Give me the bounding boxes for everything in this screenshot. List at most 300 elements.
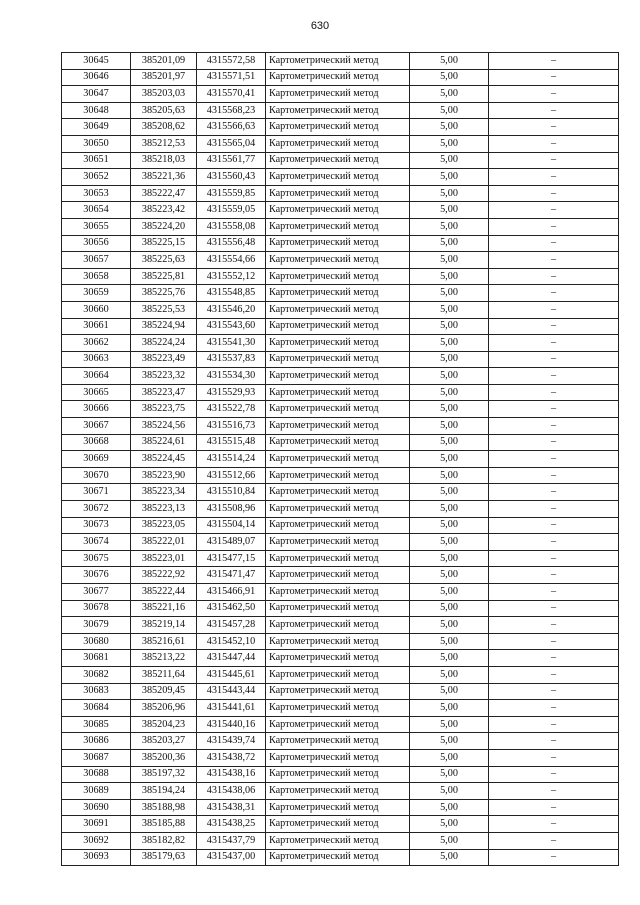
- accuracy-cell: 5,00: [410, 285, 489, 302]
- accuracy-cell: 5,00: [410, 169, 489, 186]
- y-coordinate-cell: 4315438,31: [197, 799, 266, 816]
- table-row: [62, 534, 619, 551]
- point-number-cell: 30672: [62, 501, 131, 518]
- accuracy-cell: 5,00: [410, 799, 489, 816]
- table-row: [62, 783, 619, 800]
- y-coordinate-cell: 4315477,15: [197, 550, 266, 567]
- y-coordinate-cell: 4315440,16: [197, 716, 266, 733]
- accuracy-cell: 5,00: [410, 318, 489, 335]
- y-coordinate-cell: 4315546,20: [197, 301, 266, 318]
- y-coordinate-cell: 4315556,48: [197, 235, 266, 252]
- x-coordinate-cell: 385204,23: [131, 716, 197, 733]
- method-cell: Картометрический метод: [266, 766, 410, 783]
- accuracy-cell: 5,00: [410, 666, 489, 683]
- method-cell: Картометрический метод: [266, 534, 410, 551]
- method-cell: Картометрический метод: [266, 683, 410, 700]
- accuracy-cell: 5,00: [410, 650, 489, 667]
- coordinates-table: [61, 52, 619, 866]
- note-cell: –: [489, 567, 619, 584]
- note-cell: –: [489, 301, 619, 318]
- table-row: [62, 517, 619, 534]
- table-row: [62, 53, 619, 70]
- method-cell: Картометрический метод: [266, 584, 410, 601]
- point-number-cell: 30675: [62, 550, 131, 567]
- note-cell: –: [489, 185, 619, 202]
- point-number-cell: 30657: [62, 252, 131, 269]
- point-number-cell: 30666: [62, 401, 131, 418]
- point-number-cell: 30661: [62, 318, 131, 335]
- note-cell: –: [489, 119, 619, 136]
- y-coordinate-cell: 4315514,24: [197, 451, 266, 468]
- table-row: [62, 418, 619, 435]
- y-coordinate-cell: 4315510,84: [197, 484, 266, 501]
- accuracy-cell: 5,00: [410, 467, 489, 484]
- y-coordinate-cell: 4315489,07: [197, 534, 266, 551]
- note-cell: –: [489, 749, 619, 766]
- table-row: [62, 434, 619, 451]
- method-cell: Картометрический метод: [266, 501, 410, 518]
- x-coordinate-cell: 385222,92: [131, 567, 197, 584]
- x-coordinate-cell: 385224,24: [131, 335, 197, 352]
- y-coordinate-cell: 4315534,30: [197, 368, 266, 385]
- x-coordinate-cell: 385225,81: [131, 268, 197, 285]
- y-coordinate-cell: 4315466,91: [197, 584, 266, 601]
- method-cell: Картометрический метод: [266, 849, 410, 866]
- accuracy-cell: 5,00: [410, 550, 489, 567]
- method-cell: Картометрический метод: [266, 218, 410, 235]
- accuracy-cell: 5,00: [410, 816, 489, 833]
- table-row: [62, 335, 619, 352]
- method-cell: Картометрический метод: [266, 185, 410, 202]
- x-coordinate-cell: 385223,05: [131, 517, 197, 534]
- y-coordinate-cell: 4315471,47: [197, 567, 266, 584]
- table-row: [62, 849, 619, 866]
- table-row: [62, 749, 619, 766]
- point-number-cell: 30670: [62, 467, 131, 484]
- x-coordinate-cell: 385216,61: [131, 633, 197, 650]
- y-coordinate-cell: 4315462,50: [197, 600, 266, 617]
- point-number-cell: 30693: [62, 849, 131, 866]
- accuracy-cell: 5,00: [410, 783, 489, 800]
- note-cell: –: [489, 135, 619, 152]
- page-number: 630: [310, 20, 330, 32]
- accuracy-cell: 5,00: [410, 584, 489, 601]
- x-coordinate-cell: 385194,24: [131, 783, 197, 800]
- table-row: [62, 799, 619, 816]
- accuracy-cell: 5,00: [410, 716, 489, 733]
- x-coordinate-cell: 385203,03: [131, 86, 197, 103]
- point-number-cell: 30691: [62, 816, 131, 833]
- x-coordinate-cell: 385201,09: [131, 53, 197, 70]
- y-coordinate-cell: 4315541,30: [197, 335, 266, 352]
- x-coordinate-cell: 385225,76: [131, 285, 197, 302]
- note-cell: –: [489, 268, 619, 285]
- accuracy-cell: 5,00: [410, 451, 489, 468]
- point-number-cell: 30650: [62, 135, 131, 152]
- y-coordinate-cell: 4315561,77: [197, 152, 266, 169]
- note-cell: –: [489, 584, 619, 601]
- accuracy-cell: 5,00: [410, 749, 489, 766]
- x-coordinate-cell: 385223,42: [131, 202, 197, 219]
- method-cell: Картометрический метод: [266, 152, 410, 169]
- point-number-cell: 30680: [62, 633, 131, 650]
- note-cell: –: [489, 384, 619, 401]
- accuracy-cell: 5,00: [410, 86, 489, 103]
- x-coordinate-cell: 385223,13: [131, 501, 197, 518]
- y-coordinate-cell: 4315437,00: [197, 849, 266, 866]
- accuracy-cell: 5,00: [410, 69, 489, 86]
- x-coordinate-cell: 385224,56: [131, 418, 197, 435]
- x-coordinate-cell: 385185,88: [131, 816, 197, 833]
- method-cell: Картометрический метод: [266, 135, 410, 152]
- table-row: [62, 135, 619, 152]
- table-row: [62, 152, 619, 169]
- accuracy-cell: 5,00: [410, 119, 489, 136]
- x-coordinate-cell: 385223,01: [131, 550, 197, 567]
- accuracy-cell: 5,00: [410, 617, 489, 634]
- accuracy-cell: 5,00: [410, 733, 489, 750]
- table-row: [62, 202, 619, 219]
- x-coordinate-cell: 385179,63: [131, 849, 197, 866]
- x-coordinate-cell: 385225,15: [131, 235, 197, 252]
- y-coordinate-cell: 4315565,04: [197, 135, 266, 152]
- accuracy-cell: 5,00: [410, 418, 489, 435]
- y-coordinate-cell: 4315512,66: [197, 467, 266, 484]
- note-cell: –: [489, 700, 619, 717]
- y-coordinate-cell: 4315452,10: [197, 633, 266, 650]
- accuracy-cell: 5,00: [410, 384, 489, 401]
- x-coordinate-cell: 385221,36: [131, 169, 197, 186]
- table-row: [62, 683, 619, 700]
- note-cell: –: [489, 401, 619, 418]
- point-number-cell: 30654: [62, 202, 131, 219]
- y-coordinate-cell: 4315508,96: [197, 501, 266, 518]
- accuracy-cell: 5,00: [410, 218, 489, 235]
- point-number-cell: 30647: [62, 86, 131, 103]
- y-coordinate-cell: 4315537,83: [197, 351, 266, 368]
- table-row: [62, 301, 619, 318]
- y-coordinate-cell: 4315529,93: [197, 384, 266, 401]
- y-coordinate-cell: 4315554,66: [197, 252, 266, 269]
- point-number-cell: 30669: [62, 451, 131, 468]
- x-coordinate-cell: 385224,45: [131, 451, 197, 468]
- method-cell: Картометрический метод: [266, 69, 410, 86]
- method-cell: Картометрический метод: [266, 799, 410, 816]
- point-number-cell: 30689: [62, 783, 131, 800]
- x-coordinate-cell: 385203,27: [131, 733, 197, 750]
- accuracy-cell: 5,00: [410, 102, 489, 119]
- y-coordinate-cell: 4315438,72: [197, 749, 266, 766]
- point-number-cell: 30681: [62, 650, 131, 667]
- y-coordinate-cell: 4315439,74: [197, 733, 266, 750]
- point-number-cell: 30678: [62, 600, 131, 617]
- x-coordinate-cell: 385219,14: [131, 617, 197, 634]
- table-row: [62, 584, 619, 601]
- table-row: [62, 816, 619, 833]
- method-cell: Картометрический метод: [266, 617, 410, 634]
- y-coordinate-cell: 4315548,85: [197, 285, 266, 302]
- table-row: [62, 484, 619, 501]
- accuracy-cell: 5,00: [410, 268, 489, 285]
- x-coordinate-cell: 385224,94: [131, 318, 197, 335]
- point-number-cell: 30652: [62, 169, 131, 186]
- y-coordinate-cell: 4315516,73: [197, 418, 266, 435]
- x-coordinate-cell: 385212,53: [131, 135, 197, 152]
- y-coordinate-cell: 4315570,41: [197, 86, 266, 103]
- x-coordinate-cell: 385223,90: [131, 467, 197, 484]
- point-number-cell: 30645: [62, 53, 131, 70]
- note-cell: –: [489, 169, 619, 186]
- accuracy-cell: 5,00: [410, 484, 489, 501]
- table-row: [62, 268, 619, 285]
- note-cell: –: [489, 501, 619, 518]
- method-cell: Картометрический метод: [266, 467, 410, 484]
- accuracy-cell: 5,00: [410, 152, 489, 169]
- table-row: [62, 235, 619, 252]
- note-cell: –: [489, 318, 619, 335]
- point-number-cell: 30651: [62, 152, 131, 169]
- accuracy-cell: 5,00: [410, 185, 489, 202]
- accuracy-cell: 5,00: [410, 501, 489, 518]
- note-cell: –: [489, 351, 619, 368]
- accuracy-cell: 5,00: [410, 517, 489, 534]
- point-number-cell: 30671: [62, 484, 131, 501]
- table-row: [62, 501, 619, 518]
- table-row: [62, 384, 619, 401]
- y-coordinate-cell: 4315566,63: [197, 119, 266, 136]
- note-cell: –: [489, 484, 619, 501]
- method-cell: Картометрический метод: [266, 633, 410, 650]
- method-cell: Картометрический метод: [266, 434, 410, 451]
- note-cell: –: [489, 102, 619, 119]
- note-cell: –: [489, 53, 619, 70]
- method-cell: Картометрический метод: [266, 318, 410, 335]
- point-number-cell: 30653: [62, 185, 131, 202]
- method-cell: Картометрический метод: [266, 102, 410, 119]
- y-coordinate-cell: 4315560,43: [197, 169, 266, 186]
- table-body: [62, 53, 619, 866]
- note-cell: –: [489, 285, 619, 302]
- note-cell: –: [489, 335, 619, 352]
- y-coordinate-cell: 4315437,79: [197, 832, 266, 849]
- x-coordinate-cell: 385201,97: [131, 69, 197, 86]
- method-cell: Картометрический метод: [266, 368, 410, 385]
- x-coordinate-cell: 385206,96: [131, 700, 197, 717]
- table-row: [62, 185, 619, 202]
- note-cell: –: [489, 86, 619, 103]
- x-coordinate-cell: 385223,49: [131, 351, 197, 368]
- x-coordinate-cell: 385225,63: [131, 252, 197, 269]
- method-cell: Картометрический метод: [266, 384, 410, 401]
- table-row: [62, 119, 619, 136]
- x-coordinate-cell: 385221,16: [131, 600, 197, 617]
- x-coordinate-cell: 385223,32: [131, 368, 197, 385]
- accuracy-cell: 5,00: [410, 368, 489, 385]
- y-coordinate-cell: 4315443,44: [197, 683, 266, 700]
- table-row: [62, 666, 619, 683]
- x-coordinate-cell: 385222,47: [131, 185, 197, 202]
- point-number-cell: 30655: [62, 218, 131, 235]
- table-row: [62, 832, 619, 849]
- note-cell: –: [489, 666, 619, 683]
- x-coordinate-cell: 385213,22: [131, 650, 197, 667]
- y-coordinate-cell: 4315568,23: [197, 102, 266, 119]
- x-coordinate-cell: 385188,98: [131, 799, 197, 816]
- y-coordinate-cell: 4315515,48: [197, 434, 266, 451]
- y-coordinate-cell: 4315552,12: [197, 268, 266, 285]
- y-coordinate-cell: 4315571,51: [197, 69, 266, 86]
- x-coordinate-cell: 385223,47: [131, 384, 197, 401]
- table-row: [62, 451, 619, 468]
- point-number-cell: 30646: [62, 69, 131, 86]
- note-cell: –: [489, 849, 619, 866]
- method-cell: Картометрический метод: [266, 700, 410, 717]
- note-cell: –: [489, 69, 619, 86]
- point-number-cell: 30664: [62, 368, 131, 385]
- y-coordinate-cell: 4315438,06: [197, 783, 266, 800]
- x-coordinate-cell: 385223,34: [131, 484, 197, 501]
- x-coordinate-cell: 385223,75: [131, 401, 197, 418]
- accuracy-cell: 5,00: [410, 600, 489, 617]
- x-coordinate-cell: 385200,36: [131, 749, 197, 766]
- point-number-cell: 30692: [62, 832, 131, 849]
- note-cell: –: [489, 202, 619, 219]
- method-cell: Картометрический метод: [266, 567, 410, 584]
- method-cell: Картометрический метод: [266, 401, 410, 418]
- x-coordinate-cell: 385209,45: [131, 683, 197, 700]
- note-cell: –: [489, 832, 619, 849]
- method-cell: Картометрический метод: [266, 783, 410, 800]
- x-coordinate-cell: 385208,62: [131, 119, 197, 136]
- method-cell: Картометрический метод: [266, 484, 410, 501]
- point-number-cell: 30668: [62, 434, 131, 451]
- method-cell: Картометрический метод: [266, 451, 410, 468]
- table-row: [62, 633, 619, 650]
- y-coordinate-cell: 4315447,44: [197, 650, 266, 667]
- point-number-cell: 30660: [62, 301, 131, 318]
- method-cell: Картометрический метод: [266, 832, 410, 849]
- point-number-cell: 30684: [62, 700, 131, 717]
- table-row: [62, 766, 619, 783]
- point-number-cell: 30658: [62, 268, 131, 285]
- x-coordinate-cell: 385211,64: [131, 666, 197, 683]
- note-cell: –: [489, 368, 619, 385]
- accuracy-cell: 5,00: [410, 53, 489, 70]
- x-coordinate-cell: 385197,32: [131, 766, 197, 783]
- method-cell: Картометрический метод: [266, 517, 410, 534]
- method-cell: Картометрический метод: [266, 600, 410, 617]
- method-cell: Картометрический метод: [266, 268, 410, 285]
- point-number-cell: 30667: [62, 418, 131, 435]
- point-number-cell: 30676: [62, 567, 131, 584]
- note-cell: –: [489, 152, 619, 169]
- point-number-cell: 30677: [62, 584, 131, 601]
- accuracy-cell: 5,00: [410, 351, 489, 368]
- point-number-cell: 30662: [62, 335, 131, 352]
- note-cell: –: [489, 617, 619, 634]
- table-row: [62, 86, 619, 103]
- note-cell: –: [489, 716, 619, 733]
- method-cell: Картометрический метод: [266, 301, 410, 318]
- note-cell: –: [489, 799, 619, 816]
- method-cell: Картометрический метод: [266, 252, 410, 269]
- accuracy-cell: 5,00: [410, 301, 489, 318]
- x-coordinate-cell: 385225,53: [131, 301, 197, 318]
- table-row: [62, 218, 619, 235]
- point-number-cell: 30673: [62, 517, 131, 534]
- point-number-cell: 30686: [62, 733, 131, 750]
- accuracy-cell: 5,00: [410, 633, 489, 650]
- x-coordinate-cell: 385224,61: [131, 434, 197, 451]
- y-coordinate-cell: 4315522,78: [197, 401, 266, 418]
- method-cell: Картометрический метод: [266, 285, 410, 302]
- y-coordinate-cell: 4315572,58: [197, 53, 266, 70]
- table-row: [62, 401, 619, 418]
- note-cell: –: [489, 418, 619, 435]
- x-coordinate-cell: 385222,44: [131, 584, 197, 601]
- accuracy-cell: 5,00: [410, 683, 489, 700]
- accuracy-cell: 5,00: [410, 434, 489, 451]
- point-number-cell: 30674: [62, 534, 131, 551]
- method-cell: Картометрический метод: [266, 351, 410, 368]
- method-cell: Картометрический метод: [266, 749, 410, 766]
- point-number-cell: 30663: [62, 351, 131, 368]
- note-cell: –: [489, 550, 619, 567]
- method-cell: Картометрический метод: [266, 816, 410, 833]
- point-number-cell: 30683: [62, 683, 131, 700]
- note-cell: –: [489, 766, 619, 783]
- point-number-cell: 30688: [62, 766, 131, 783]
- note-cell: –: [489, 650, 619, 667]
- table-row: [62, 252, 619, 269]
- point-number-cell: 30656: [62, 235, 131, 252]
- table-row: [62, 716, 619, 733]
- y-coordinate-cell: 4315504,14: [197, 517, 266, 534]
- point-number-cell: 30665: [62, 384, 131, 401]
- note-cell: –: [489, 816, 619, 833]
- table-row: [62, 169, 619, 186]
- accuracy-cell: 5,00: [410, 849, 489, 866]
- note-cell: –: [489, 434, 619, 451]
- method-cell: Картометрический метод: [266, 666, 410, 683]
- accuracy-cell: 5,00: [410, 534, 489, 551]
- note-cell: –: [489, 252, 619, 269]
- x-coordinate-cell: 385224,20: [131, 218, 197, 235]
- y-coordinate-cell: 4315445,61: [197, 666, 266, 683]
- accuracy-cell: 5,00: [410, 700, 489, 717]
- point-number-cell: 30687: [62, 749, 131, 766]
- accuracy-cell: 5,00: [410, 567, 489, 584]
- accuracy-cell: 5,00: [410, 135, 489, 152]
- accuracy-cell: 5,00: [410, 832, 489, 849]
- table-row: [62, 368, 619, 385]
- note-cell: –: [489, 783, 619, 800]
- accuracy-cell: 5,00: [410, 401, 489, 418]
- table-row: [62, 567, 619, 584]
- method-cell: Картометрический метод: [266, 235, 410, 252]
- y-coordinate-cell: 4315438,16: [197, 766, 266, 783]
- method-cell: Картометрический метод: [266, 86, 410, 103]
- accuracy-cell: 5,00: [410, 235, 489, 252]
- accuracy-cell: 5,00: [410, 335, 489, 352]
- y-coordinate-cell: 4315457,28: [197, 617, 266, 634]
- note-cell: –: [489, 600, 619, 617]
- method-cell: Картометрический метод: [266, 550, 410, 567]
- point-number-cell: 30690: [62, 799, 131, 816]
- table-row: [62, 351, 619, 368]
- accuracy-cell: 5,00: [410, 202, 489, 219]
- table-row: [62, 550, 619, 567]
